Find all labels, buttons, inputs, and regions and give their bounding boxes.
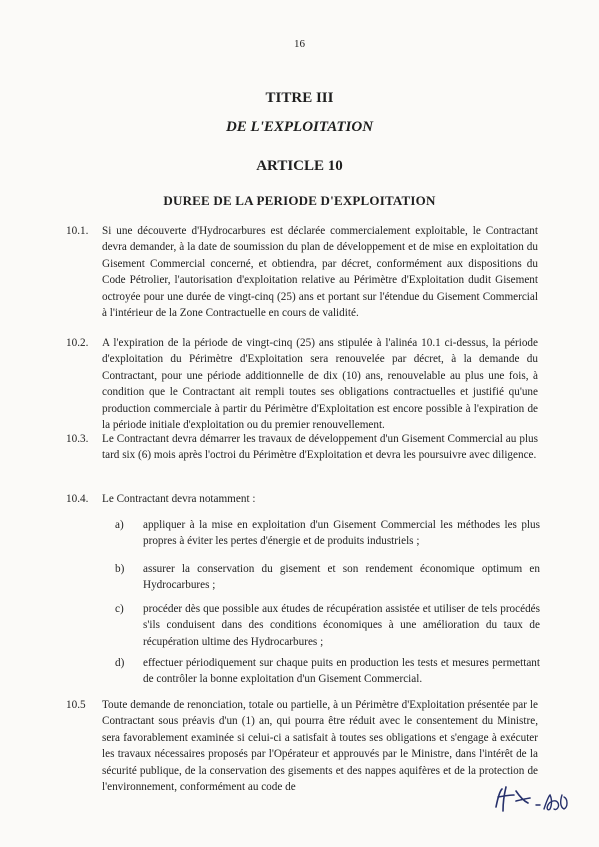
title-subtitle: DE L'EXPLOITATION xyxy=(225,119,374,135)
list-item-text: appliquer à la mise en exploitation d'un Gisement Commercial les méthodes les plus propres à éviter les pertes d'énergie et de produits industriels ; xyxy=(143,519,540,548)
paragraph-text: Le Contractant devra démarrer les travaux de développement d'un Gisement Commercial au plus tard six (6) mois après l'octroi du Périmètre d'Exploitation et devra les poursuivre avec diligence. xyxy=(102,433,538,462)
paragraph-10-5 xyxy=(66,697,538,795)
list-item-letter: d) xyxy=(115,657,125,669)
paragraph-number: 10.4. xyxy=(66,493,89,505)
section-heading: DUREE DE LA PERIODE D'EXPLOITATION xyxy=(163,193,436,208)
list-item-text: procéder dès que possible aux études de récupération assistée et utiliser de tels procédés s'ils conduisent dans des conditions économiques à une amélioration du taux de récupération ultime des Hydrocarbures ; xyxy=(143,603,540,648)
page-number: 16 xyxy=(294,38,305,50)
list-item-a xyxy=(115,517,540,550)
paragraph-text: Le Contractant devra notamment : xyxy=(102,493,256,505)
list-item-text: assurer la conservation du gisement et son rendement économique optimum en Hydrocarbures ; xyxy=(143,563,540,592)
paragraph-10-3 xyxy=(66,431,538,464)
list-item-d xyxy=(115,655,540,688)
list-item-letter: c) xyxy=(115,603,124,615)
list-item-letter: a) xyxy=(115,519,124,531)
paragraph-10-2 xyxy=(66,335,538,433)
list-item-c xyxy=(115,601,540,650)
list-item-text: effectuer périodiquement sur chaque puits en production les tests et mesures permettant de contrôler la bonne exploitation d'un Gisement Commercial. xyxy=(143,657,540,686)
paragraph-number: 10.2. xyxy=(66,337,89,349)
paragraph-number: 10.1. xyxy=(66,225,89,237)
handwritten-initials xyxy=(486,783,576,817)
paragraph-text: Toute demande de renonciation, totale ou partielle, à un Périmètre d'Exploitation présentée par le Contractant sous préavis d'un (1) an, qui pourra être réduit avec le consentement du Ministre, sera favorablement examinée si celui-ci a satisfait à toutes ses obligations et s'engage à exécuter les travaux nécessaires proposés par l'Opérateur et approuvés par le Ministre, dans l'intérêt de la sécurité publique, de la conservation des gisements et des nappes aquifères et de la protection de l'environnement, conformément au code de xyxy=(102,699,538,794)
list-item-letter: b) xyxy=(115,563,125,575)
list-item-b xyxy=(115,561,540,594)
paragraph-text: Si une découverte d'Hydrocarbures est déclarée commercialement exploitable, le Contractant devra demander, à la date de soumission du plan de développement et de mise en exploitation du Gisement Commercial concerné, et obtiendra, par décret, conformément aux dispositions du Code Pétrolier, l'autorisation d'exploitation relative au Périmètre d'Exploitation dudit Gisement octroyée pour une durée de vingt-cinq (25) ans et portant sur l'étendue du Gisement Commercial à l'intérieur de la Zone Contractuelle en cours de validité. xyxy=(102,225,538,320)
paragraph-text: A l'expiration de la période de vingt-cinq (25) ans stipulée à l'alinéa 10.1 ci-dessus, la période d'exploitation du Périmètre d'Exploitation sera renouvelée par décret, à la demande du Contractant, pour une période additionnelle de dix (10) ans, renouvelable au plus une fois, à condition que le Contractant ait rempli toutes ses obligations contractuelles et justifié qu'une production commerciale à partir du Périmètre d'Exploitation est encore possible à l'expiration de la période initiale d'exploitation ou du premier renouvellement. xyxy=(102,337,538,432)
paragraph-number: 10.5 xyxy=(66,699,86,711)
article-heading: ARTICLE 10 xyxy=(256,158,343,174)
paragraph-10-1 xyxy=(66,223,538,321)
title-titre: TITRE III xyxy=(265,90,334,106)
paragraph-10-4 xyxy=(66,491,538,507)
paragraph-number: 10.3. xyxy=(66,433,89,445)
